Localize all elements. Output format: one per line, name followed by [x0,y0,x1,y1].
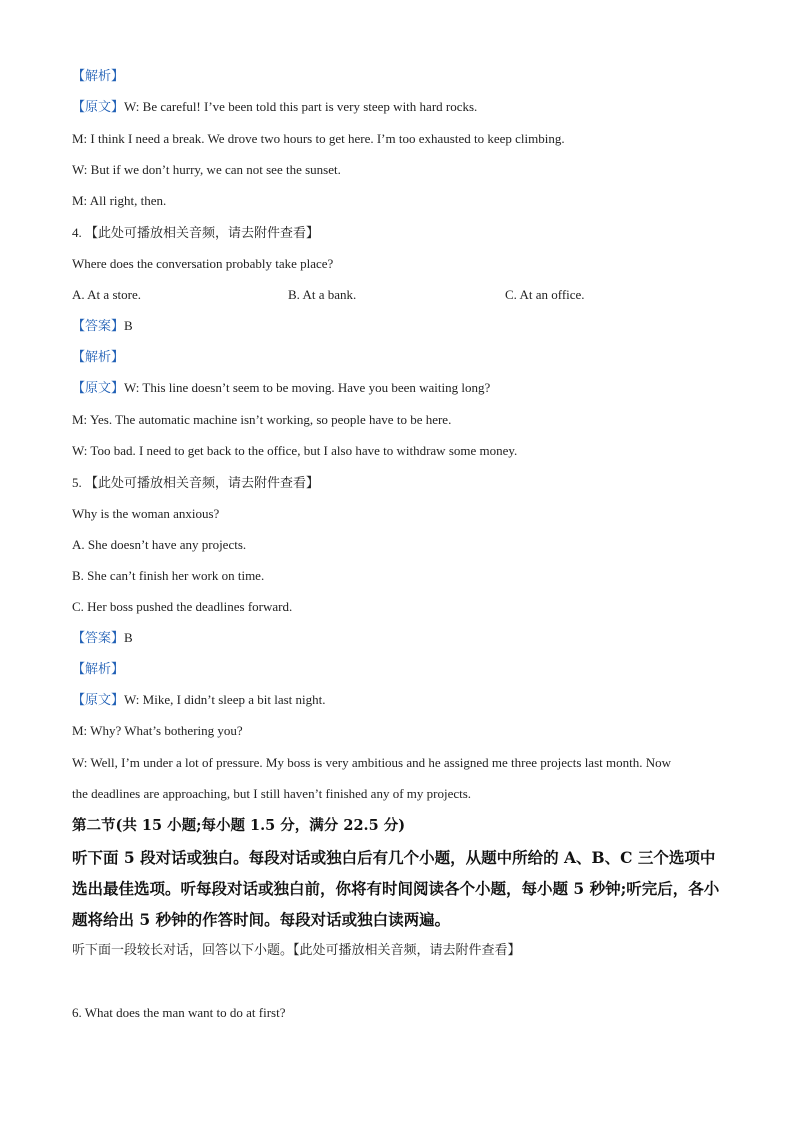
transcript-line: M: Why? What’s bothering you? [72,723,243,738]
option-a: A. At a store. [72,287,141,302]
option-b: B. She can’t finish her work on time. [72,568,265,583]
answer-line: 【答案】B [72,318,133,333]
question-4-audio: 4. 【此处可播放相关音频，请去附件查看】 [72,225,320,240]
answer-line: 【答案】B [72,630,133,645]
transcript-line: M: All right, then. [72,193,167,208]
dialogue-intro: 听下面一段较长对话，回答以下小题。【此处可播放相关音频，请去附件查看】 [72,943,521,958]
option-a: A. She doesn’t have any projects. [72,537,247,552]
option-b: B. At a bank. [288,287,357,302]
transcript-line: W: Too bad. I need to get back to the office, but I also have to withdraw some money. [72,443,518,458]
option-c: C. Her boss pushed the deadlines forward. [72,599,293,614]
analysis-label: 【解析】 [72,68,125,83]
question-5-audio: 5. 【此处可播放相关音频，请去附件查看】 [72,475,320,490]
option-c: C. At an office. [505,287,585,302]
transcript-line: 【原文】W: Mike, I didn’t sleep a bit last night. [72,692,326,707]
question-4-text: Where does the conversation probably take place? [72,256,334,271]
transcript-line: W: But if we don’t hurry, we can not see the sunset. [72,162,341,177]
section-instructions: 听下面 5 段对话或独白。每段对话或独白后有几个小题，从题中所给的 A、B、C 三个选项中选出最佳选项。听每段对话或独白前，你将有时间阅读各个小题，每小题 5 秒钟;听完后，各小题将给出 5 秒钟的作答时间。每段对话或独白读两遍。 [72,848,720,929]
analysis-label: 【解析】 [72,661,125,676]
transcript-line: W: Well, I’m under a lot of pressure. My boss is very ambitious and he assigned me three projects last month. Now [72,755,671,770]
transcript-line: the deadlines are approaching, but I still haven’t finished any of my projects. [72,786,472,801]
transcript-line: 【原文】W: This line doesn’t seem to be moving. Have you been waiting long? [72,380,491,395]
transcript-line: 【原文】W: Be careful! I’ve been told this part is very steep with hard rocks. [72,99,478,114]
section-title: 第二节(共 15 小题;每小题 1.5 分，满分 22.5 分) [72,817,406,834]
transcript-line: M: I think I need a break. We drove two hours to get here. I’m too exhausted to keep climbing. [72,131,565,146]
question-5-text: Why is the woman anxious? [72,506,220,521]
analysis-label: 【解析】 [72,349,125,364]
transcript-line: M: Yes. The automatic machine isn’t working, so people have to be here. [72,412,452,427]
question-6-text: 6. What does the man want to do at first? [72,1005,286,1020]
